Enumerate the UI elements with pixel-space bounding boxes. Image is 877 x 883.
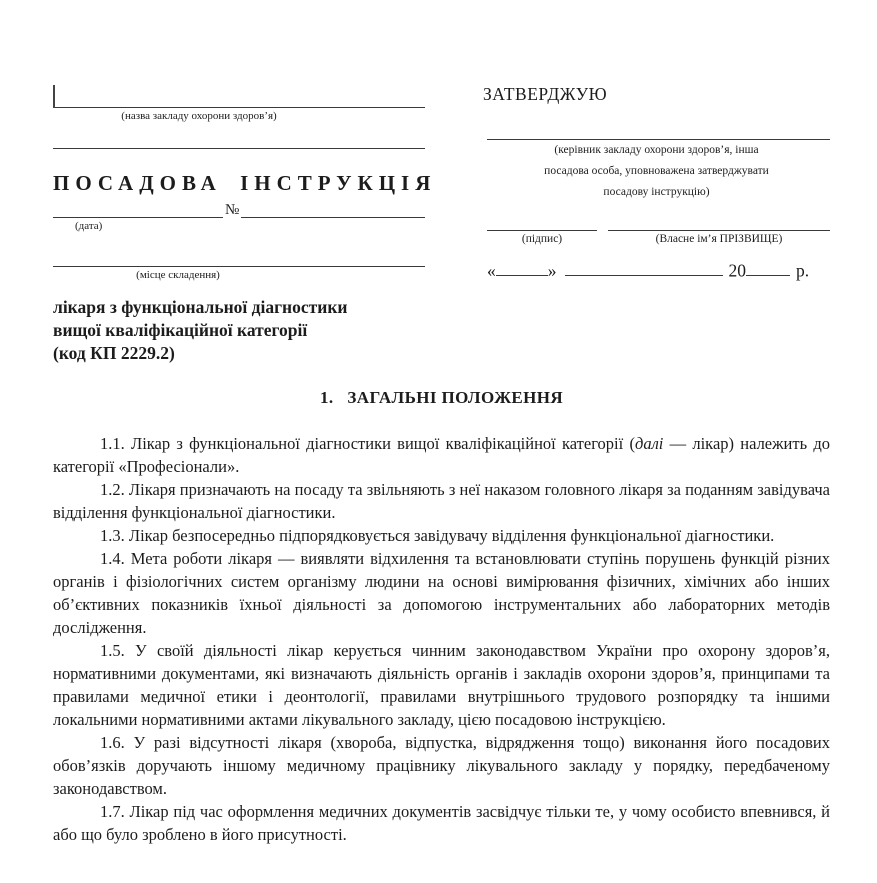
paragraph-1-7: 1.7. Лікар під час оформлення медичних документів засвідчує тільки те, у чому особисто впевнився, й або що було зроблено в його присутності. [53, 802, 830, 844]
header-left [53, 85, 437, 281]
signature-blank-line [487, 212, 597, 231]
number-blank-line [241, 195, 425, 218]
fullname-column [608, 212, 830, 245]
date-blank-line [53, 195, 223, 218]
section-heading: 1. ЗАГАЛЬНІ ПОЛОЖЕННЯ [319, 388, 564, 407]
paragraph-1-1-pre: 1.1. Лікар з функціональної діагностики вищої кваліфікаційної категорії ( [100, 434, 635, 453]
approval-date-row [487, 257, 830, 281]
approver-blank-line [487, 105, 830, 140]
date-caption: (дата) [75, 220, 103, 232]
header-right [483, 84, 830, 281]
subject-block [53, 296, 830, 365]
text-cursor [53, 85, 55, 108]
paragraph-1-1-post: — лікар) належить до категорії «Професіонали». [53, 434, 830, 476]
signature-row [487, 212, 830, 245]
approver-caption-line3: посадову інструкцію) [603, 186, 710, 198]
approver-caption-line2: посадова особа, уповноважена затверджувати [544, 165, 769, 177]
number-sign: № [225, 202, 240, 218]
signature-caption: (підпис) [521, 233, 563, 245]
year-prefix: 20 [728, 260, 746, 281]
paragraph-1-3: 1.3. Лікар безпосередньо підпорядковується завідувачу відділення функціональної діагностики. [100, 526, 775, 545]
fullname-blank-line [608, 212, 830, 231]
approver-caption-line1: (керівник закладу охорони здоров’я, інша [554, 144, 759, 156]
subject-line1: лікаря з функціональної діагностики [53, 297, 348, 317]
month-blank [565, 257, 723, 276]
facility-caption: (назва закладу охорони здоров’я) [121, 110, 277, 122]
signature-column [487, 212, 597, 245]
paragraph-1-1 [53, 432, 830, 478]
quote-close: » [547, 260, 557, 281]
document-body [53, 296, 830, 846]
paragraph-1-4: 1.4. Мета роботи лікаря — виявляти відхилення та встановлювати ступінь порушень функцій різних органів і фізіологічних систем організму людини на основі вимірювання фізичних, хімічних або інших об’єктивних показників їхньої діяльності за допомогою інструментальних або лабораторних методів дослідження. [53, 549, 830, 637]
quote-open: « [487, 260, 496, 281]
doc-title: ПОСАДОВА ІНСТРУКЦІЯ [53, 171, 437, 195]
subject-line3: (код КП 2229.2) [53, 343, 175, 363]
number-row [53, 196, 425, 218]
year-blank [746, 257, 790, 276]
facility-name-field [53, 85, 425, 108]
fullname-caption: (Власне ім’я ПРІЗВИЩЕ) [655, 233, 783, 245]
paragraph-1-5: 1.5. У своїй діяльності лікар керується чинним законодавством України про охорону здоров’я, нормативними документами, які визначають діяльність органів і закладів охорони здоров’я, принципами та правилами медичної етики і деонтології, правилами внутрішнього трудового розпорядку та іншими локальними нормативними актами лікувального закладу, цією посадовою інструкцією. [53, 641, 830, 729]
year-suffix: р. [796, 260, 810, 281]
day-blank [496, 257, 548, 276]
paragraph-1-6: 1.6. У разі відсутності лікаря (хвороба, відпустка, відрядження тощо) виконання його посадових обов’язків доручають іншому медичному працівнику лікувального закладу у порядку, передбаченому законодавством. [53, 733, 830, 798]
paragraph-1-2: 1.2. Лікаря призначають на посаду та звільняють з неї наказом головного лікаря за поданням завідувача відділення функціональної діагностики. [53, 480, 830, 522]
place-caption: (місце складення) [136, 269, 220, 281]
place-blank-line [53, 232, 425, 267]
approve-label: ЗАТВЕРДЖУЮ [483, 84, 608, 104]
paragraph-1-1-italic: далі [634, 434, 664, 453]
subject-line2: вищої кваліфікаційної категорії [53, 320, 308, 340]
blank-line [53, 122, 425, 149]
